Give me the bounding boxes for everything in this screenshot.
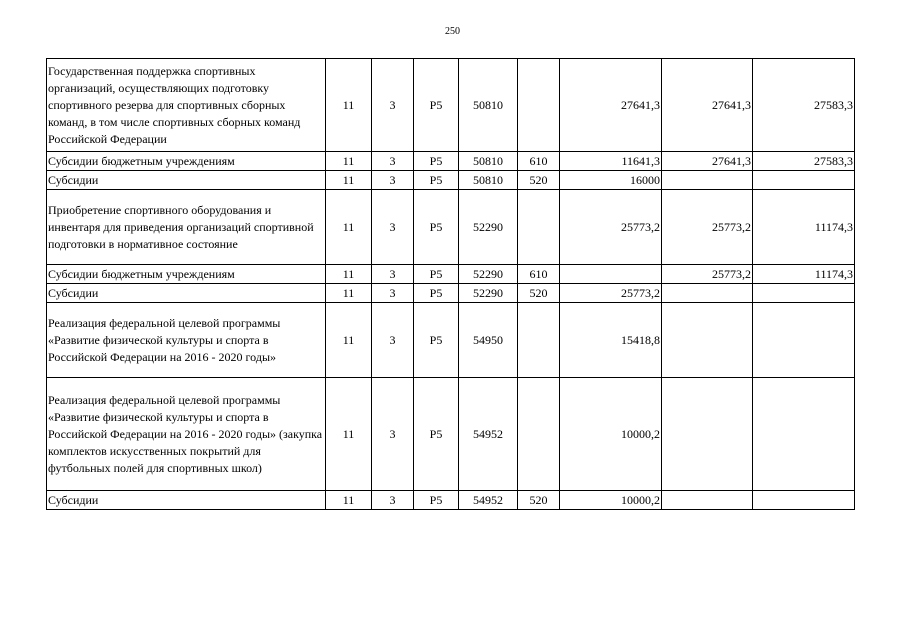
row-name: Субсидии [47,491,326,510]
table-row [47,152,855,171]
amount-year-1: 25773,2 [560,284,662,303]
page-number: 250 [445,26,460,37]
row-name: Государственная поддержка спортивных организаций, осуществляющих подготовку спортивного резерва для спортивных сборных команд, в том числе спортивных сборных команд Российской Федерации [47,59,326,152]
table-row [47,171,855,190]
row-name: Приобретение спортивного оборудования и инвентаря для приведения организаций спортивной подготовки в нормативное состояние [47,190,326,265]
table-row [47,284,855,303]
expense-type-code [518,303,560,378]
section-code: 11 [326,171,372,190]
row-name: Субсидии [47,284,326,303]
table-row [47,491,855,510]
program-code: Р5 [414,491,459,510]
subsection-code: 3 [372,491,414,510]
amount-year-1: 10000,2 [560,491,662,510]
amount-year-1: 25773,2 [560,190,662,265]
subsection-code: 3 [372,59,414,152]
program-code: Р5 [414,378,459,491]
expense-type-code [518,59,560,152]
table-row [47,265,855,284]
expense-type-code [518,378,560,491]
program-code: Р5 [414,284,459,303]
subsection-code: 3 [372,265,414,284]
amount-year-2: 27641,3 [662,59,753,152]
amount-year-3 [753,284,855,303]
section-code: 11 [326,284,372,303]
amount-year-2 [662,284,753,303]
amount-year-2: 25773,2 [662,190,753,265]
subsection-code: 3 [372,190,414,265]
target-article-code: 52290 [459,265,518,284]
subsection-code: 3 [372,303,414,378]
target-article-code: 50810 [459,152,518,171]
expense-type-code: 520 [518,491,560,510]
amount-year-3 [753,491,855,510]
amount-year-3: 27583,3 [753,152,855,171]
program-code: Р5 [414,303,459,378]
subsection-code: 3 [372,171,414,190]
amount-year-2 [662,378,753,491]
row-name: Реализация федеральной целевой программы «Развитие физической культуры и спорта в Российской Федерации на 2016 - 2020 годы» (закупка комплектов искусственных покрытий для футбольных полей для спортивных школ) [47,378,326,491]
table-row [47,378,855,491]
section-code: 11 [326,303,372,378]
amount-year-2 [662,303,753,378]
table-row [47,190,855,265]
subsection-code: 3 [372,378,414,491]
expense-type-code: 610 [518,152,560,171]
amount-year-1: 16000 [560,171,662,190]
target-article-code: 54950 [459,303,518,378]
target-article-code: 54952 [459,378,518,491]
amount-year-1 [560,265,662,284]
program-code: Р5 [414,190,459,265]
amount-year-2 [662,491,753,510]
subsection-code: 3 [372,284,414,303]
program-code: Р5 [414,152,459,171]
target-article-code: 52290 [459,190,518,265]
target-article-code: 52290 [459,284,518,303]
row-name: Субсидии бюджетным учреждениям [47,152,326,171]
table-row [47,59,855,152]
section-code: 11 [326,190,372,265]
amount-year-3 [753,303,855,378]
budget-table [46,58,855,510]
program-code: Р5 [414,171,459,190]
expense-type-code: 520 [518,171,560,190]
expense-type-code [518,190,560,265]
amount-year-3: 27583,3 [753,59,855,152]
section-code: 11 [326,265,372,284]
section-code: 11 [326,152,372,171]
program-code: Р5 [414,265,459,284]
amount-year-3 [753,171,855,190]
section-code: 11 [326,59,372,152]
target-article-code: 50810 [459,171,518,190]
target-article-code: 50810 [459,59,518,152]
row-name: Субсидии [47,171,326,190]
amount-year-2: 25773,2 [662,265,753,284]
amount-year-3: 11174,3 [753,265,855,284]
amount-year-1: 15418,8 [560,303,662,378]
amount-year-1: 27641,3 [560,59,662,152]
amount-year-1: 10000,2 [560,378,662,491]
table-row [47,303,855,378]
amount-year-2: 27641,3 [662,152,753,171]
subsection-code: 3 [372,152,414,171]
section-code: 11 [326,491,372,510]
target-article-code: 54952 [459,491,518,510]
expense-type-code: 610 [518,265,560,284]
amount-year-3: 11174,3 [753,190,855,265]
amount-year-3 [753,378,855,491]
amount-year-1: 11641,3 [560,152,662,171]
row-name: Реализация федеральной целевой программы «Развитие физической культуры и спорта в Российской Федерации на 2016 - 2020 годы» [47,303,326,378]
program-code: Р5 [414,59,459,152]
section-code: 11 [326,378,372,491]
row-name: Субсидии бюджетным учреждениям [47,265,326,284]
amount-year-2 [662,171,753,190]
expense-type-code: 520 [518,284,560,303]
